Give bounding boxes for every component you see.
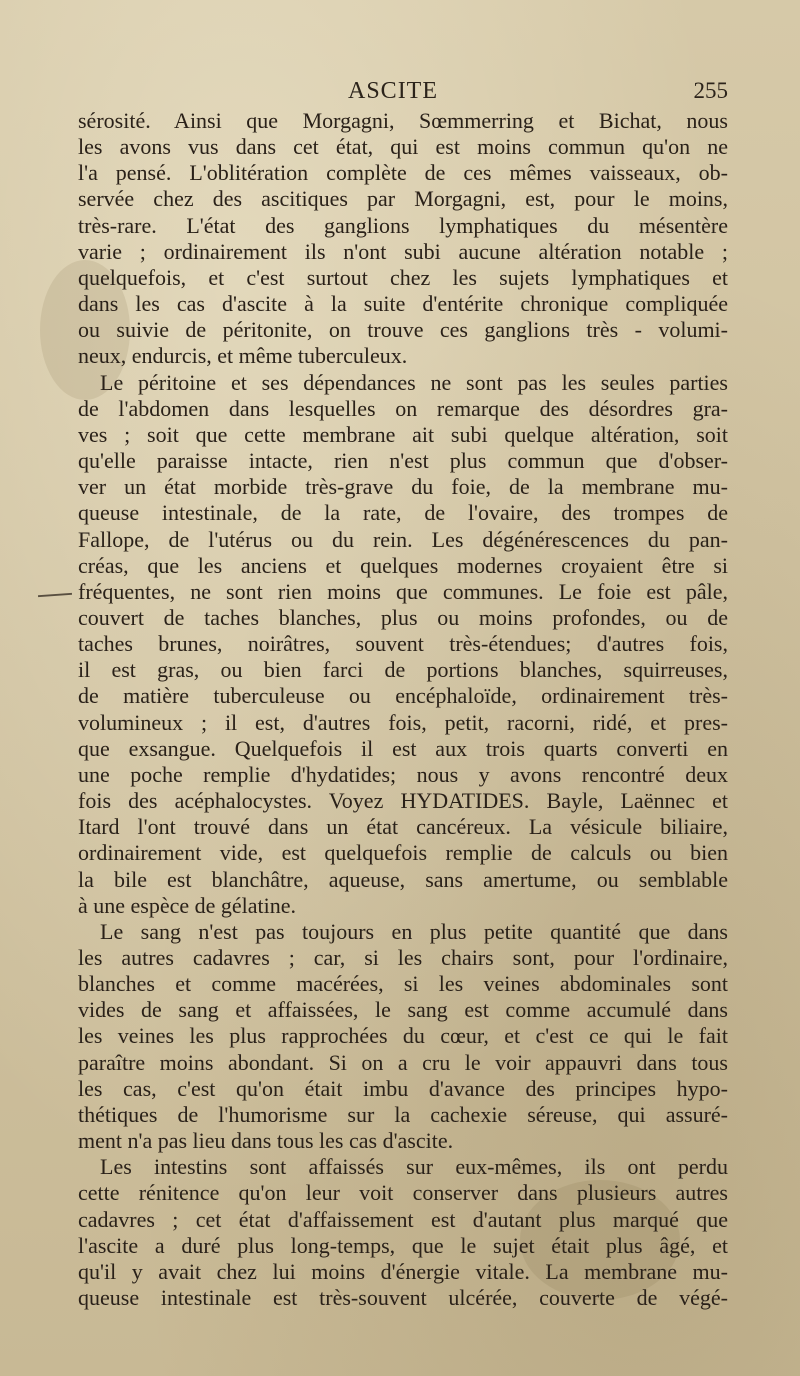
text-line: neux, endurcis, et même tuberculeux.	[78, 343, 408, 369]
text-line: fois des acéphalocystes. Voyez HYDATIDES. Bayle, Laënnec et	[78, 788, 728, 814]
text-line: il est gras, ou bien farci de portions blanches, squirreuses,	[78, 657, 728, 683]
text-line: Les intestins sont affaissés sur eux-mêmes, ils ont perdu	[100, 1154, 728, 1180]
text-line: volumineux ; il est, d'autres fois, petit, racorni, ridé, et pres-	[78, 709, 728, 735]
text-line: que exsangue. Quelquefois il est aux trois quarts converti en	[78, 735, 728, 761]
page-header	[78, 78, 728, 108]
text-line: thétiques de l'humorisme sur la cachexie séreuse, qui assuré-	[78, 1101, 728, 1127]
text-line: blanches et comme macérées, si les veines abdominales sont	[78, 971, 728, 997]
text-line: les cas, c'est qu'on était imbu d'avance des principes hypo-	[78, 1075, 728, 1101]
text-line: queuse intestinale est très-souvent ulcérée, couverte de végé-	[78, 1285, 728, 1311]
text-line: sérosité. Ainsi que Morgagni, Sœmmerring et Bichat, nous	[78, 108, 728, 133]
text-line: la bile est blanchâtre, aqueuse, sans amertume, ou semblable	[78, 866, 728, 892]
text-line: à une espèce de gélatine.	[78, 892, 297, 918]
text-line: très-rare. L'état des ganglions lymphatiques du mésentère	[78, 212, 728, 238]
body-text	[78, 108, 728, 1311]
text-line: les veines les plus rapprochées du cœur, et c'est ce qui le fait	[78, 1023, 728, 1049]
text-line: ves ; soit que cette membrane ait subi quelque altération, soit	[78, 421, 728, 447]
text-line: queuse intestinale, de la rate, de l'ovaire, des trompes de	[78, 500, 728, 526]
text-line: taches brunes, noirâtres, souvent très-étendues; d'autres fois,	[78, 631, 728, 657]
text-line: les autres cadavres ; car, si les chairs sont, pour l'ordinaire,	[78, 945, 728, 970]
text-line: l'a pensé. L'oblitération complète de ces mêmes vaisseaux, ob-	[78, 160, 728, 186]
text-line: dans les cas d'ascite à la suite d'entérite chronique compliquée	[78, 291, 728, 317]
text-line: cette rénitence qu'on leur voit conserver dans plusieurs autres	[78, 1180, 728, 1206]
text-line: de matière tuberculeuse ou encéphaloïde, ordinairement très-	[78, 683, 728, 709]
text-line: paraître moins abondant. Si on a cru le voir appauvri dans tous	[78, 1049, 728, 1075]
running-head: ASCITE	[348, 78, 438, 104]
text-line: couvert de taches blanches, plus ou moins profondes, ou de	[78, 604, 728, 630]
text-line: cadavres ; cet état d'affaissement est d'autant plus marqué que	[78, 1206, 728, 1232]
text-line: servée chez des ascitiques par Morgagni, est, pour le moins,	[78, 186, 728, 212]
text-line: varie ; ordinairement ils n'ont subi aucune altération notable ;	[78, 238, 728, 264]
text-line: créas, que les anciens et quelques modernes croyaient être si	[78, 552, 728, 578]
text-line: qu'il y avait chez lui moins d'énergie vitale. La membrane mu-	[78, 1258, 728, 1284]
text-line: Le péritoine et ses dépendances ne sont pas les seules parties	[100, 369, 728, 395]
text-line: quelquefois, et c'est surtout chez les sujets lymphatiques et	[78, 264, 728, 290]
text-line: ou suivie de péritonite, on trouve ces ganglions très - volumi-	[78, 317, 728, 343]
page-number: 255	[693, 78, 728, 103]
text-line: l'ascite a duré plus long-temps, que le sujet était plus âgé, et	[78, 1232, 728, 1258]
text-line: Fallope, de l'utérus ou du rein. Les dégénérescences du pan-	[78, 526, 728, 552]
text-line: les avons vus dans cet état, qui est moins commun qu'on ne	[78, 134, 728, 160]
text-line: vides de sang et affaissées, le sang est comme accumulé dans	[78, 997, 728, 1023]
text-line: Le sang n'est pas toujours en plus petite quantité que dans	[100, 918, 728, 944]
margin-mark	[38, 593, 72, 597]
text-line: Itard l'ont trouvé dans un état cancéreux. La vésicule biliaire,	[78, 814, 728, 840]
text-line: ordinairement vide, est quelquefois remplie de calculs ou bien	[78, 840, 728, 866]
text-line: fréquentes, ne sont rien moins que communes. Le foie est pâle,	[78, 578, 728, 604]
text-line: qu'elle paraisse intacte, rien n'est plus commun que d'obser-	[78, 448, 728, 474]
text-line: ver un état morbide très-grave du foie, de la membrane mu-	[78, 474, 728, 500]
text-line: ment n'a pas lieu dans tous les cas d'ascite.	[78, 1128, 454, 1154]
text-line: de l'abdomen dans lesquelles on remarque des désordres gra-	[78, 395, 728, 421]
text-line: une poche remplie d'hydatides; nous y avons rencontré deux	[78, 761, 728, 787]
